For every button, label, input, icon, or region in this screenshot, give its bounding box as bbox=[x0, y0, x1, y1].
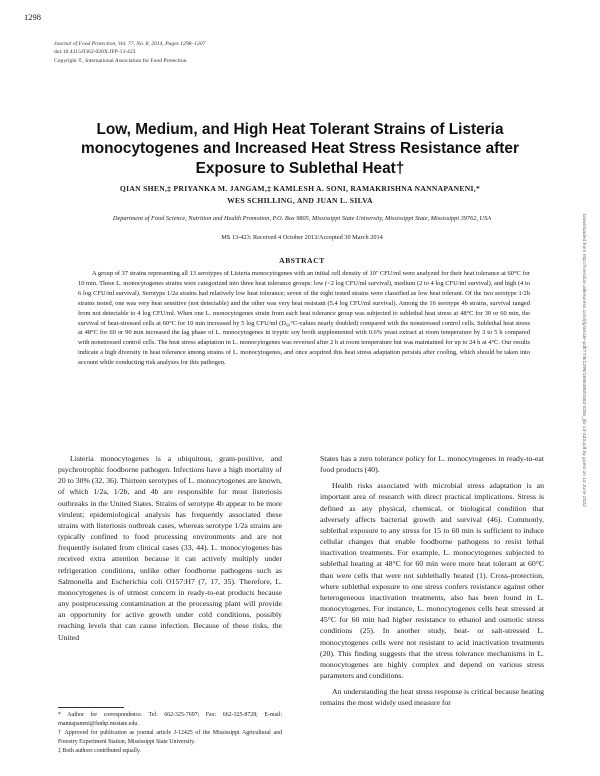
footnote-approval: † Approved for publication as journal article J-12425 of the Mississippi Agricultural and Forestry Experiment Station, Mississippi State University. bbox=[58, 730, 282, 745]
journal-meta bbox=[54, 40, 205, 65]
footnotes bbox=[58, 711, 282, 756]
download-watermark: Downloaded from http://meridian.allenpress.com/jfp/article-pdf/77/8/1298/1686388/0362-028x_jfp-13-423.pdf by guest on 10 June 2022 bbox=[581, 214, 586, 507]
body-paragraph: An understanding the heat stress response is critical because heating remains the most widely used measure for bbox=[320, 687, 544, 708]
article-title: Low, Medium, and High Heat Tolerant Strains of Listeria monocytogenes and Increased Heat Stress Resistance after Exposure to Sublethal Heat† bbox=[81, 121, 519, 177]
journal-copyright: Copyright ©, International Association for Food Protection bbox=[54, 57, 187, 64]
footnote-equal-contribution: ‡ Both authors contributed equally. bbox=[58, 748, 141, 754]
authors-line-1: QIAN SHEN,‡ PRIYANKA M. JANGAM,‡ KAMLESH A. SONI, RAMAKRISHNA NANNAPANENI,* bbox=[119, 184, 481, 193]
page-number: 1298 bbox=[24, 12, 41, 22]
body-paragraph-continued: States has a zero tolerance policy for L. monocytogenes in ready-to-eat food products (40). bbox=[320, 454, 544, 475]
abstract-heading: ABSTRACT bbox=[279, 256, 325, 265]
body-paragraph: Health risks associated with microbial stress adaptation is an important area of research with direct practical implications. Stress is defined as any physical, chemical, or biological condition that adversely affects bacterial growth and survival (46). Commonly, sublethal exposure to any stress for 15 to 60 min is sufficient to induce cellular changes that enable foodborne pathogens to resist lethal inactivation treatments. For example, L. monocytogenes subjected to sublethal heating at 48°C for 60 min were more heat tolerant at 60°C than were cells that were not sublethally heated (1). Cross-protection, where sublethal exposure to one stress confers resistance against other heterogeneous inactivation treatments, also has been found in L. monocytogenes. For instance, L. monocytogenes cells heat stressed at 45°C for 60 min had higher resistance to ethanol and osmotic stress conditions (25). In another study, heat- or salt-stressed L. monocytogenes cells were not resistant to acid inactivation treatments (20). This finding suggests that the stress tolerance mechanisms in L. monocytogenes are highly complex and depend on various stress parameters and conditions. bbox=[320, 481, 544, 680]
body-paragraph: Listeria monocytogenes is a ubiquitous, gram-positive, and psychrotrophic foodborne pathogen. Infections have a high mortality of 20 to 30% (32, 36). Thirteen serotypes of L. monocytogenes are known, of which 1/2a, 1/2b, and 4b are responsible for most listeriosis outbreaks in the United States. Strains of serotype 4b appear to be more virulent; epidemiological analysis has frequently associated these strains with listeriosis outbreak cases, whereas serotype 1/2a strains are typically confined to food processing environments and are not frequently isolated from clinical cases (33, 44). L. monocytogenes has received extra attention because it can actively multiply under refrigeration conditions, unlike other foodborne pathogens such as Salmonella and Escherichia coli O157:H7 (7, 17, 35). Therefore, L. monocytogenes is of utmost concern in ready-to-eat products because any postprocessing contamination at the processing plant will provide an opportunity for active growth under cold conditions, possibly reaching levels that can cause infection. Because of these risks, the United bbox=[58, 454, 282, 642]
footnote-divider bbox=[58, 707, 124, 708]
journal-citation: Journal of Food Protection, Vol. 77, No. 8, 2014, Pages 1298–1307 bbox=[54, 41, 206, 47]
footnote-correspondence: * Author for correspondence. Tel: 662-325-7697; Fax: 662-325-8728; E-mail: rnannapaneni@fsnhp.msstate.edu. bbox=[58, 712, 282, 727]
journal-doi[interactable]: doi:10.4315/0362-028X.JFP-13-423 bbox=[54, 49, 136, 56]
authors-line-2: WES SCHILLING, AND JUAN L. SILVA bbox=[227, 195, 373, 205]
author-list bbox=[80, 183, 520, 206]
body-column-left bbox=[58, 453, 282, 643]
abstract-text: A group of 37 strains representing all 13 serotypes of Listeria monocytogenes with an initial cell density of 10⁷ CFU/ml were analyzed for their heat tolerance at 60°C for 10 min. These L. monocytogenes strains were categorized into three heat tolerance groups: low (<2 log CFU/ml survival), medium (2 to 4 log CFU/ml survival), and high (4 to 6 log CFU/ml survival). Serotype 1/2a strains had relatively low heat tolerance; seven of the eight tested strains were classified as low heat tolerant. Of the two serotype 1/2b strains tested, one was very heat sensitive (not detectable) and the other was very heat resistant (5.4 log CFU/ml survival). Among the 16 serotype 4b strains, survival ranged from not detectable to 4 log CFU/ml. When one L. monocytogenes strain from each heat tolerance group was subjected to sublethal heat stress at 48°C for 30 or 60 min, the survival of heat-stressed cells at 60°C for 10 min increased by 5 log CFU/ml (D₆₀°C-values nearly doubled) compared with the nonstressed control cells. Sublethal heat stress at 48°C for 60 or 90 min increased the lag phase of L. monocytogenes in tryptic soy broth supplemented with 0.6% yeast extract at room temperature by 3 to 5 h compared with nonstressed control cells. The heat stress adaptation in L. monocytogenes was reversed after 2 h at room temperature but was maintained for up to 24 h at 4°C. Our results indicate a high diversity in heat tolerance among strains of L. monocytogenes, and once acquired this heat stress adaptation persists after cooling, which should be taken into account while conducting risk analyses for this pathogen. bbox=[78, 270, 530, 367]
affiliation: Department of Food Science, Nutrition and Health Promotion, P.O. Box 9805, Mississippi State University, Mississippi State, Mississippi 39762, USA bbox=[112, 215, 492, 222]
body-column-right bbox=[320, 453, 544, 708]
received-dates: MS 13-423: Received 4 October 2013/Accepted 30 March 2014 bbox=[221, 234, 383, 241]
